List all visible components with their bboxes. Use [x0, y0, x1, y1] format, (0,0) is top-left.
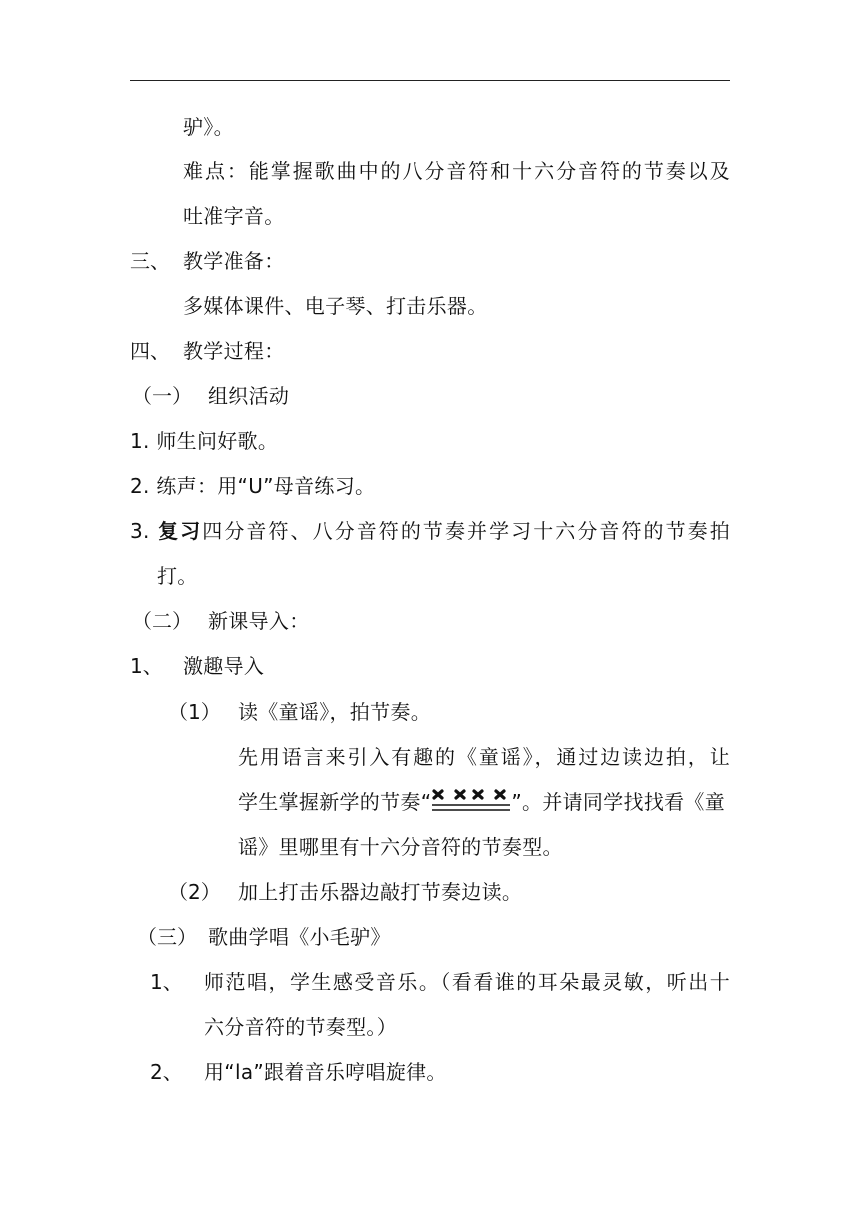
text-line: 先用语言来引入有趣的《童谣》，通过边读边拍，让: [238, 745, 730, 769]
text-span: 四分音符、八分音符的节奏并学习十六分音符的节奏拍: [202, 519, 730, 543]
text-line: [238, 788, 725, 816]
part-number: （一）: [132, 384, 192, 408]
list-number: 1、: [130, 654, 163, 678]
sub-number: （1）: [168, 700, 221, 724]
text-line: 师范唱，学生感受音乐。（看看谁的耳朵最灵敏，听出十: [204, 970, 730, 994]
text-line: 驴》。: [183, 115, 234, 139]
list-number: 1、: [150, 970, 183, 994]
section-number: 三、: [130, 249, 170, 273]
part-title: 组织活动: [208, 384, 290, 408]
text-line: 用“la”跟着音乐哼唱旋律。: [204, 1060, 447, 1084]
sub-title: 读《童谣》，拍节奏。: [238, 700, 431, 724]
part-number: （二）: [132, 609, 192, 633]
text-line: 六分音符的节奏型。）: [204, 1015, 397, 1039]
bold-text: 复习: [158, 519, 203, 543]
text-line: 吐准字音。: [183, 204, 285, 228]
part-title: 歌曲学唱《小毛驴》: [208, 925, 391, 949]
text-span: 学生掌握新学的节奏“: [238, 790, 432, 814]
part-title: 新课导入：: [208, 609, 310, 633]
text-line: 打。: [157, 564, 198, 588]
list-item: 2. 练声：用“U”母音练习。: [130, 474, 376, 498]
text-line: 多媒体课件、电子琴、打击乐器。: [183, 294, 488, 318]
part-number: （三）: [137, 925, 197, 949]
sub-number: （2）: [168, 880, 221, 904]
section-title: 教学过程：: [183, 339, 285, 363]
section-title: 教学准备：: [183, 249, 285, 273]
list-title: 激趣导入: [183, 654, 265, 678]
text-span: ”。并请同学找找看《童: [511, 790, 726, 814]
list-item: [130, 517, 730, 545]
list-number: 2、: [150, 1060, 183, 1084]
text-line: 难点：能掌握歌曲中的八分音符和十六分音符的节奏以及: [183, 159, 730, 183]
text-line: 谣》里哪里有十六分音符的节奏型。: [238, 835, 563, 859]
section-number: 四、: [130, 339, 170, 363]
list-item: 1. 师生问好歌。: [130, 429, 279, 453]
rhythm-notation-icon: [431, 788, 511, 816]
header-rule: [130, 80, 730, 81]
sub-title: 加上打击乐器边敲打节奏边读。: [238, 880, 523, 904]
list-number: 3.: [130, 519, 150, 543]
